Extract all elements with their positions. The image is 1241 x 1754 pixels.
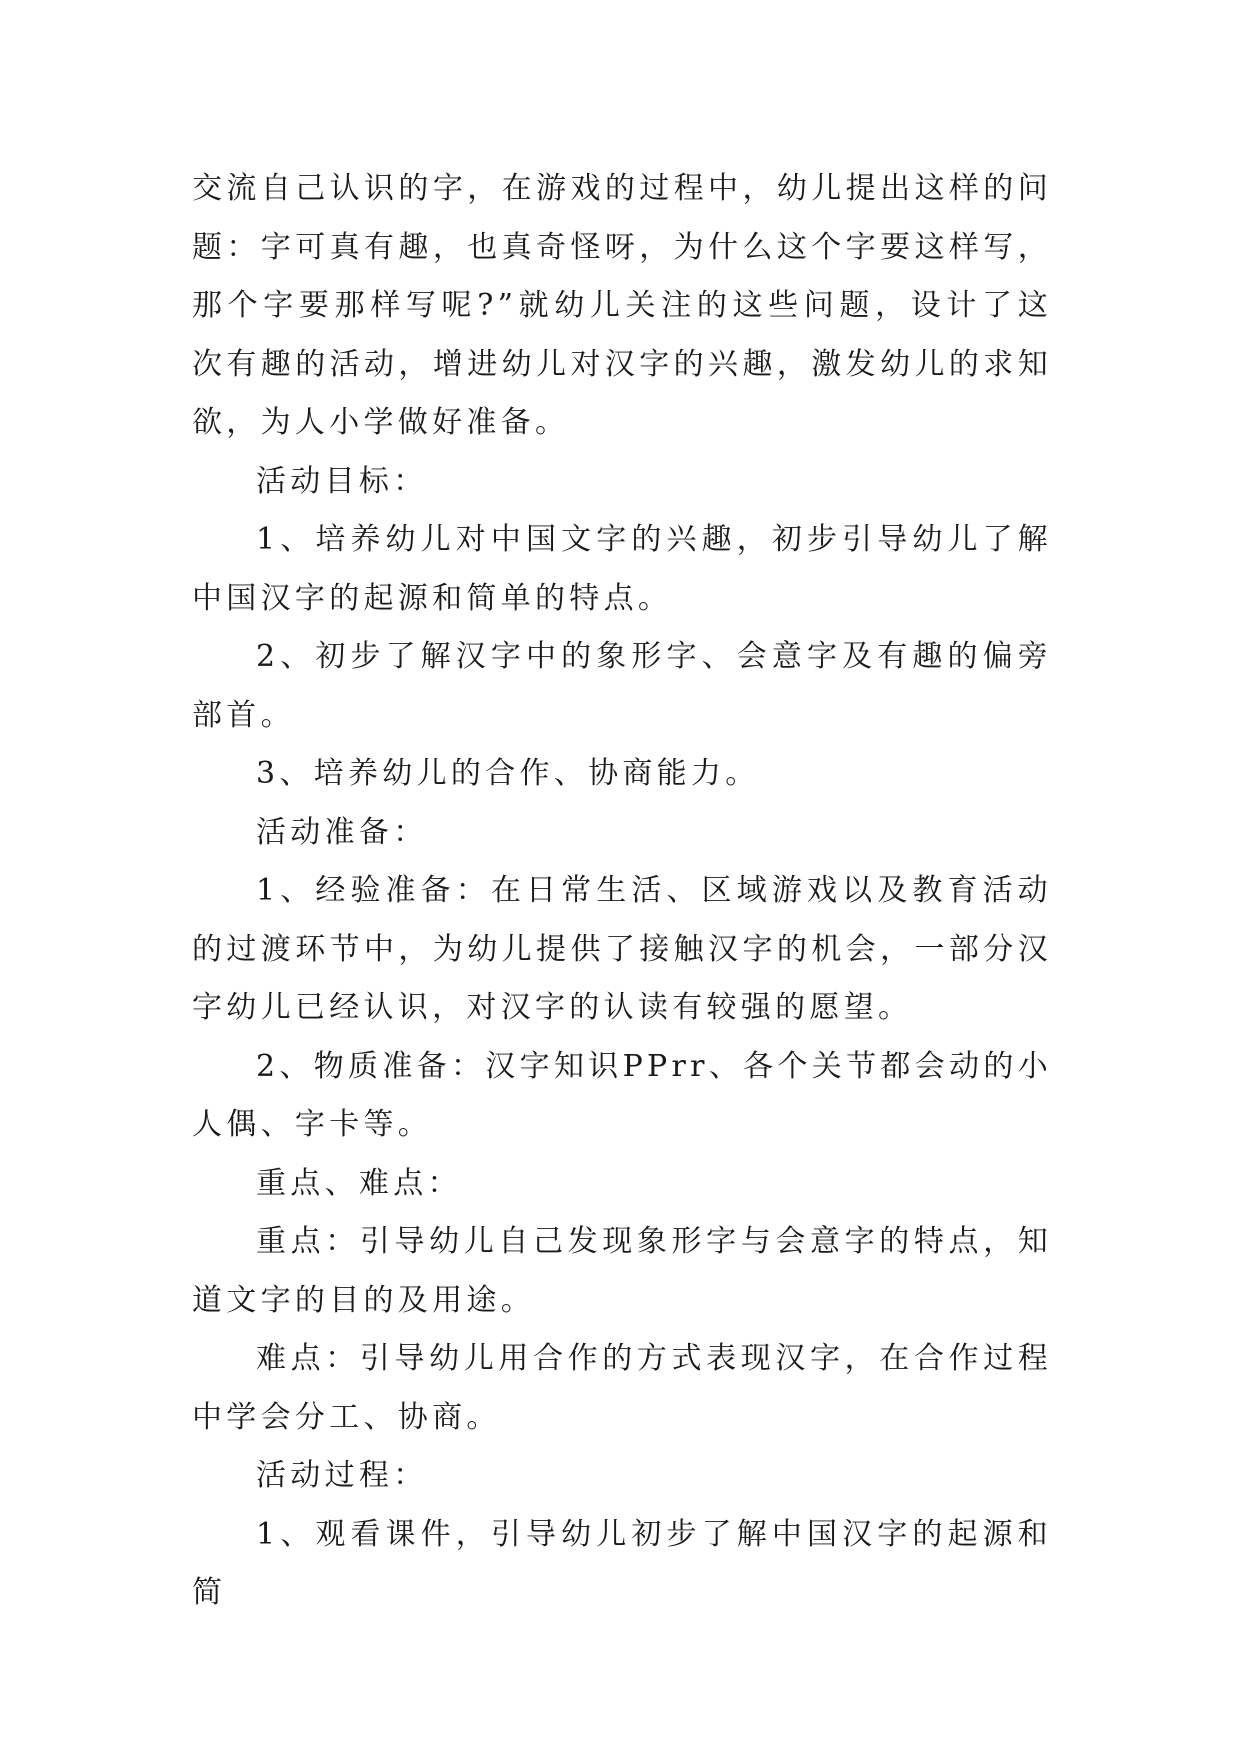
- preparation-item-1: 1、经验准备：在日常生活、区域游戏以及教育活动的过渡环节中，为幼儿提供了接触汉字的机会，一部分汉字幼儿已经认识，对汉字的认读有较强的愿望。: [192, 873, 1052, 1025]
- section-heading-activity-goals: 活动目标：: [256, 463, 428, 499]
- paragraph: 交流自己认识的字，在游戏的过程中，幼儿提出这样的问题：字可真有趣，也真奇怪呀，为什么这个字要这样写，那个字要那样写呢?”就幼儿关注的这些问题，设计了这次有趣的活动，增进幼儿对汉字的兴趣，激发幼儿的求知欲，为人小学做好准备。: [192, 171, 1052, 440]
- key-point: 重点：引导幼儿自己发现象形字与会意字的特点，知道文字的目的及用途。: [192, 1224, 1052, 1318]
- document-body: [192, 160, 1052, 1623]
- goal-item-2: 2、初步了解汉字中的象形字、会意字及有趣的偏旁部首。: [192, 639, 1052, 733]
- process-item-1: 1、观看课件，引导幼儿初步了解中国汉字的起源和简: [192, 1516, 1052, 1610]
- section-heading-activity-process: 活动过程：: [256, 1458, 428, 1493]
- section-heading-activity-preparation: 活动准备：: [256, 814, 428, 850]
- goal-item-3: 3、培养幼儿的合作、协商能力。: [256, 756, 760, 791]
- preparation-item-2: 2、物质准备：汉字知识PPrr、各个关节都会动的小人偶、字卡等。: [192, 1048, 1052, 1142]
- difficult-point: 难点：引导幼儿用合作的方式表现汉字，在合作过程中学会分工、协商。: [192, 1341, 1052, 1435]
- section-heading-key-points: 重点、难点：: [256, 1165, 462, 1201]
- goal-item-1: 1、培养幼儿对中国文字的兴趣，初步引导幼儿了解中国汉字的起源和简单的特点。: [192, 522, 1052, 616]
